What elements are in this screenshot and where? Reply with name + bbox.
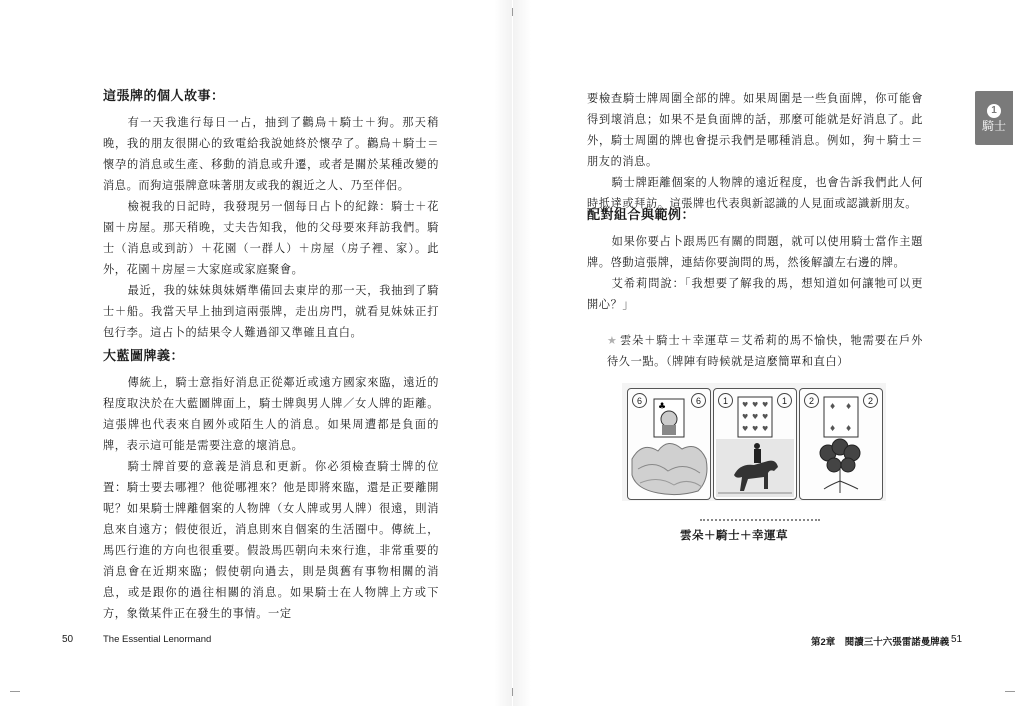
paragraph: 艾希莉問說：「我想要了解我的馬，想知道如何讓牠可以更開心？」 xyxy=(587,277,923,311)
paragraph: 最近，我的妹妹與妹婿準備回去東岸的那一天，我抽到了騎士＋船。我當天早上抽到這兩張牌，走出房門，就看見妹妹正打包行李。這占卜的結果令人難過卻又準確且直白。 xyxy=(103,284,439,339)
crop-mark xyxy=(512,688,513,696)
card-clouds xyxy=(627,388,711,500)
example-note xyxy=(607,330,923,372)
personal-story-section xyxy=(103,88,439,343)
paragraph: 要檢查騎士牌周圍全部的牌。如果周圍是一些負面牌，你可能會得到壞消息；如果不是負面牌的話，那麼可能就是好消息了。此外，騎士周圍的牌也會提示我們是哪種消息。例如，狗＋騎士＝朋友的消息。 xyxy=(587,92,923,168)
card-number: 1 xyxy=(718,393,733,408)
grand-tableau-section xyxy=(103,348,439,624)
paragraph: 如果你要占卜跟馬匹有關的問題，就可以使用騎士當作主題牌。啓動這張牌，連結你要詢問的馬，然後解讀左右邊的牌。 xyxy=(587,235,923,269)
illustration-caption: 雲朵＋騎士＋幸運草 xyxy=(680,528,788,542)
gutter-shadow xyxy=(513,0,531,706)
svg-text:♥: ♥ xyxy=(752,425,759,433)
svg-text:♦: ♦ xyxy=(829,424,837,433)
clouds-card-art xyxy=(628,389,710,499)
example-text: 雲朵＋騎士＋幸運草＝艾希莉的馬不愉快，牠需要在戶外待久一點。（牌陣有時候就是這麼簡單和直白） xyxy=(607,334,923,368)
svg-text:♣: ♣ xyxy=(658,402,667,412)
svg-text:♦: ♦ xyxy=(829,402,837,411)
svg-text:♥: ♥ xyxy=(742,401,749,409)
left-page xyxy=(0,0,512,706)
chapter-number-badge: 1 xyxy=(987,104,1001,118)
clover-card-art xyxy=(800,389,882,499)
svg-text:♥: ♥ xyxy=(752,401,759,409)
crop-mark xyxy=(10,691,20,692)
card-clover xyxy=(799,388,883,500)
paragraph: 檢視我的日記時，我發現另一個每日占卜的紀錄：騎士＋花園＋房屋。那天稍晚，丈夫告知我，他的父母要來拜訪我們。騎士（消息或到訪）＋花園（一群人）＋房屋（房子裡、家）。此外，花園＋房屋＝大家庭或家庭聚會。 xyxy=(103,200,439,276)
paragraph: 傳統上，騎士意指好消息正從鄰近或遠方國家來臨，遠近的程度取決於在大藍圖牌面上，騎士牌與男人牌／女人牌的距離。這張牌也代表來自國外或陌生人的消息。如果周遭都是負面的牌，表示這可能是需要注意的壞消息。 xyxy=(103,376,439,452)
paragraph: 騎士牌距離個案的人物牌的遠近程度，也會告訴我們此人何時抵達或拜訪。這張牌也代表與新認識的人見面或認識新朋友。 xyxy=(587,176,923,210)
card-rider xyxy=(713,388,797,500)
card-number: 1 xyxy=(777,393,792,408)
svg-text:♥: ♥ xyxy=(762,401,769,409)
svg-text:♦: ♦ xyxy=(845,424,853,433)
continued-text xyxy=(587,88,923,214)
chapter-label: 騎士 xyxy=(981,118,1006,133)
rider-card-art xyxy=(714,389,796,499)
svg-text:♥: ♥ xyxy=(742,413,749,421)
running-head: 第2章 閱讀三十六張雷諾曼牌義 xyxy=(811,637,950,648)
paragraph: 騎士牌首要的意義是消息和更新。你必須檢查騎士牌的位置：騎士要去哪裡？他從哪裡來？他是即將來臨，還是正要離開呢？如果騎士牌離個案的人物牌（女人牌或男人牌）很遠，則消息來自遠方；假使很近，消息則來自個案的生活圈中。傳統上，馬匹行進的方向也很重要。假設馬匹朝向未來行進，非常重要的消息會在近期來臨；假使朝向過去，則是與舊有事物相關的消息，或是跟你的過往相關的消息。如果騎士在人物牌上方或下方，象徵某件正在發生的事情。一定 xyxy=(103,460,439,620)
gutter-shadow xyxy=(494,0,512,706)
card-number: 2 xyxy=(804,393,819,408)
crop-mark xyxy=(512,8,513,16)
page-number: 51 xyxy=(951,634,963,645)
running-head: The Essential Lenormand xyxy=(103,634,212,645)
right-page xyxy=(513,0,1025,706)
card-number: 6 xyxy=(632,393,647,408)
svg-text:♥: ♥ xyxy=(762,413,769,421)
page-number: 50 xyxy=(62,634,74,645)
section-heading: 這張牌的個人故事： xyxy=(103,89,225,104)
crop-mark xyxy=(1005,691,1015,692)
section-heading: 大藍圖牌義： xyxy=(103,349,185,364)
svg-text:♦: ♦ xyxy=(845,402,853,411)
paragraph: 有一天我進行每日一占，抽到了鸛鳥＋騎士＋狗。那天稍晚，我的朋友很開心的致電給我說她終於懷孕了。鸛鳥＋騎士＝懷孕的消息或生產、移動的消息或升遷，或者是關於某種改變的消息。而狗這張牌意味著朋友或我的親近之人、乃至伴侶。 xyxy=(103,116,439,192)
star-icon: ★ xyxy=(607,334,618,347)
svg-text:♥: ♥ xyxy=(742,425,749,433)
card-number: 2 xyxy=(863,393,878,408)
caption-divider xyxy=(700,519,820,521)
section-heading: 配對組合與範例： xyxy=(587,208,696,223)
combinations-section xyxy=(587,207,923,315)
chapter-tab xyxy=(975,91,1013,145)
svg-text:♥: ♥ xyxy=(752,413,759,421)
card-number: 6 xyxy=(691,393,706,408)
svg-text:♥: ♥ xyxy=(762,425,769,433)
card-spread-illustration xyxy=(622,383,886,501)
